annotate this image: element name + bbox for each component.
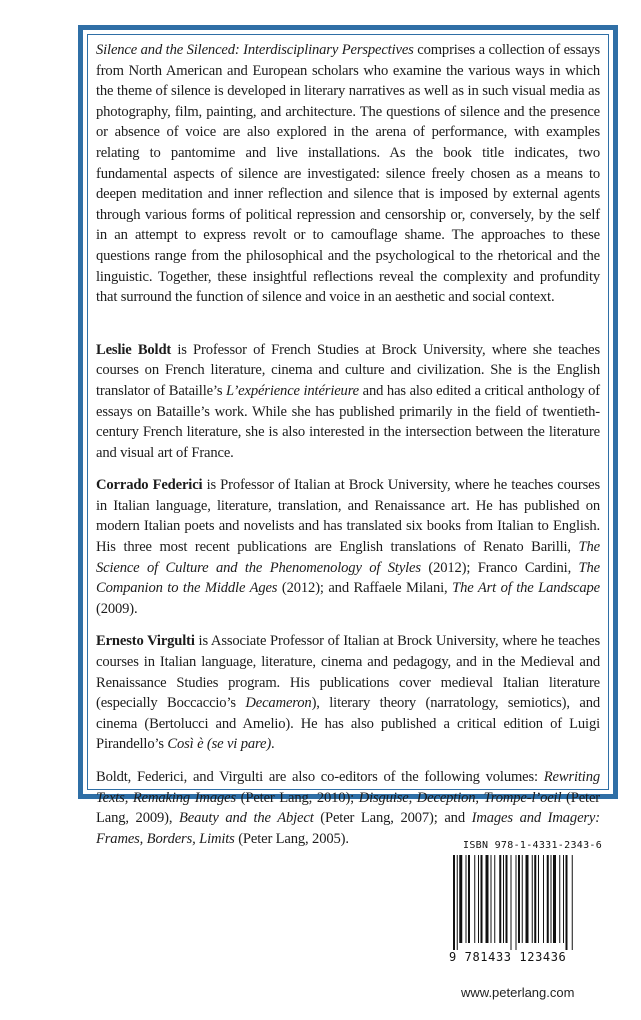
author-name: Corrado Federici: [96, 477, 203, 494]
isbn-label: ISBN 978-1-4331-2343-6: [463, 840, 603, 851]
bio-text: is Professor of French Studies at Brock University, where she teaches courses on French literature, cinema and culture and civilization. She is the English translator of Bataille’s: [96, 341, 601, 399]
work-title: Così è (se vi pare): [167, 736, 272, 753]
work-title: L’expérience intérieure: [226, 382, 360, 399]
bio-text: (2009).: [96, 600, 138, 617]
bio-text: .: [271, 736, 275, 753]
description-content: [96, 40, 603, 851]
bio-text: is Associate Professor of Italian at Brock University, where he teaches courses in Italian language, literature, cinema and pedagogy, and in the Medieval and Renaissance Studies program. His publications cover medieval Italian literature (especially Boccaccio’s: [96, 633, 600, 712]
coeditors-text: (Peter Lang, 2005).: [234, 830, 349, 847]
author-name: Leslie Boldt: [96, 341, 172, 358]
work-title: The Art of the Landscape: [452, 580, 601, 597]
work-title: The Companion to the Middle Ages: [96, 559, 600, 597]
work-title: Beauty and the Abject: [179, 810, 314, 827]
coeditors-text: (Peter Lang, 2009),: [96, 789, 600, 827]
work-title: Disguise, Deception, Trompe-l’oeil: [358, 789, 562, 806]
coeditors-paragraph: [96, 767, 603, 851]
work-title: Images and Imagery: Frames, Borders, Limits: [96, 810, 600, 847]
barcode-icon: [449, 855, 609, 950]
coeditors-text: Boldt, Federici, and Virgulti are also co-editors of the following volumes:: [96, 769, 544, 785]
bio-text: is Professor of Italian at Brock University, where he teaches courses in Italian language, literature, translation, and Renaissance art. He has published on modern Italian poets and novelists and has translated six books from Italian to English. His three most recent publications are English translations of Renato Barilli,: [96, 477, 600, 556]
book-title: Silence and the Silenced: Interdisciplinary Perspectives: [96, 42, 414, 58]
bio-leslie-boldt: [96, 340, 600, 464]
coeditors-text: (Peter Lang, 2007); and: [313, 810, 472, 827]
blurb-text: comprises a collection of essays from North American and European scholars who examine the various ways in which the theme of silence is developed in literary narratives as well as in such visual media as photography, film, painting, and architecture. The questions of silence and the presence or absence of voice are also explored in the arena of performance, with examples relating to pantomime and live installations. As the book title indicates, two fundamental aspects of silence are investigated: silence freely chosen as a means to deepen meditation and inner reflection and silence that is imposed by external agents through various forms of political repression and censorship or, conversely, by the self in an attempt to express revolt or to camouflage shame. The approaches to these questions range from the philosophical and the psychological to the rhetorical and the linguistic. Together, these insightful reflections reveal the complexity and profundity that surround the function of silence and voice in an aesthetic and social context.: [96, 42, 600, 306]
bio-text: (2012); Franco Cardini,: [420, 559, 579, 576]
work-title: Rewriting Texts, Remaking Images: [96, 769, 600, 806]
work-title: Decameron: [245, 695, 312, 712]
coeditors-text: (Peter Lang, 2010);: [235, 789, 359, 806]
publisher-url[interactable]: www.peterlang.com: [461, 985, 575, 1000]
bio-text: (2012); and Raffaele Milani,: [277, 580, 453, 597]
bio-corrado-federici: [96, 475, 600, 619]
bio-text: and has also edited a critical anthology of essays on Bataille’s work. While she has published primarily in the field of twentieth-century French literature, she is also interested in the intersection between the literature and visual art of France.: [96, 382, 600, 461]
work-title: The Science of Culture and the Phenomenology of Styles: [96, 539, 600, 576]
bio-text: ), literary theory (narratology, semiotics), and cinema (Bertolucci and Amelio). He has also published a critical edition of Luigi Pirandello’s: [96, 695, 600, 753]
author-name: Ernesto Virgulti: [96, 633, 195, 650]
bio-ernesto-virgulti: [96, 631, 600, 755]
book-blurb: [96, 40, 600, 308]
barcode-digits: 9 781433 123436: [449, 950, 567, 964]
